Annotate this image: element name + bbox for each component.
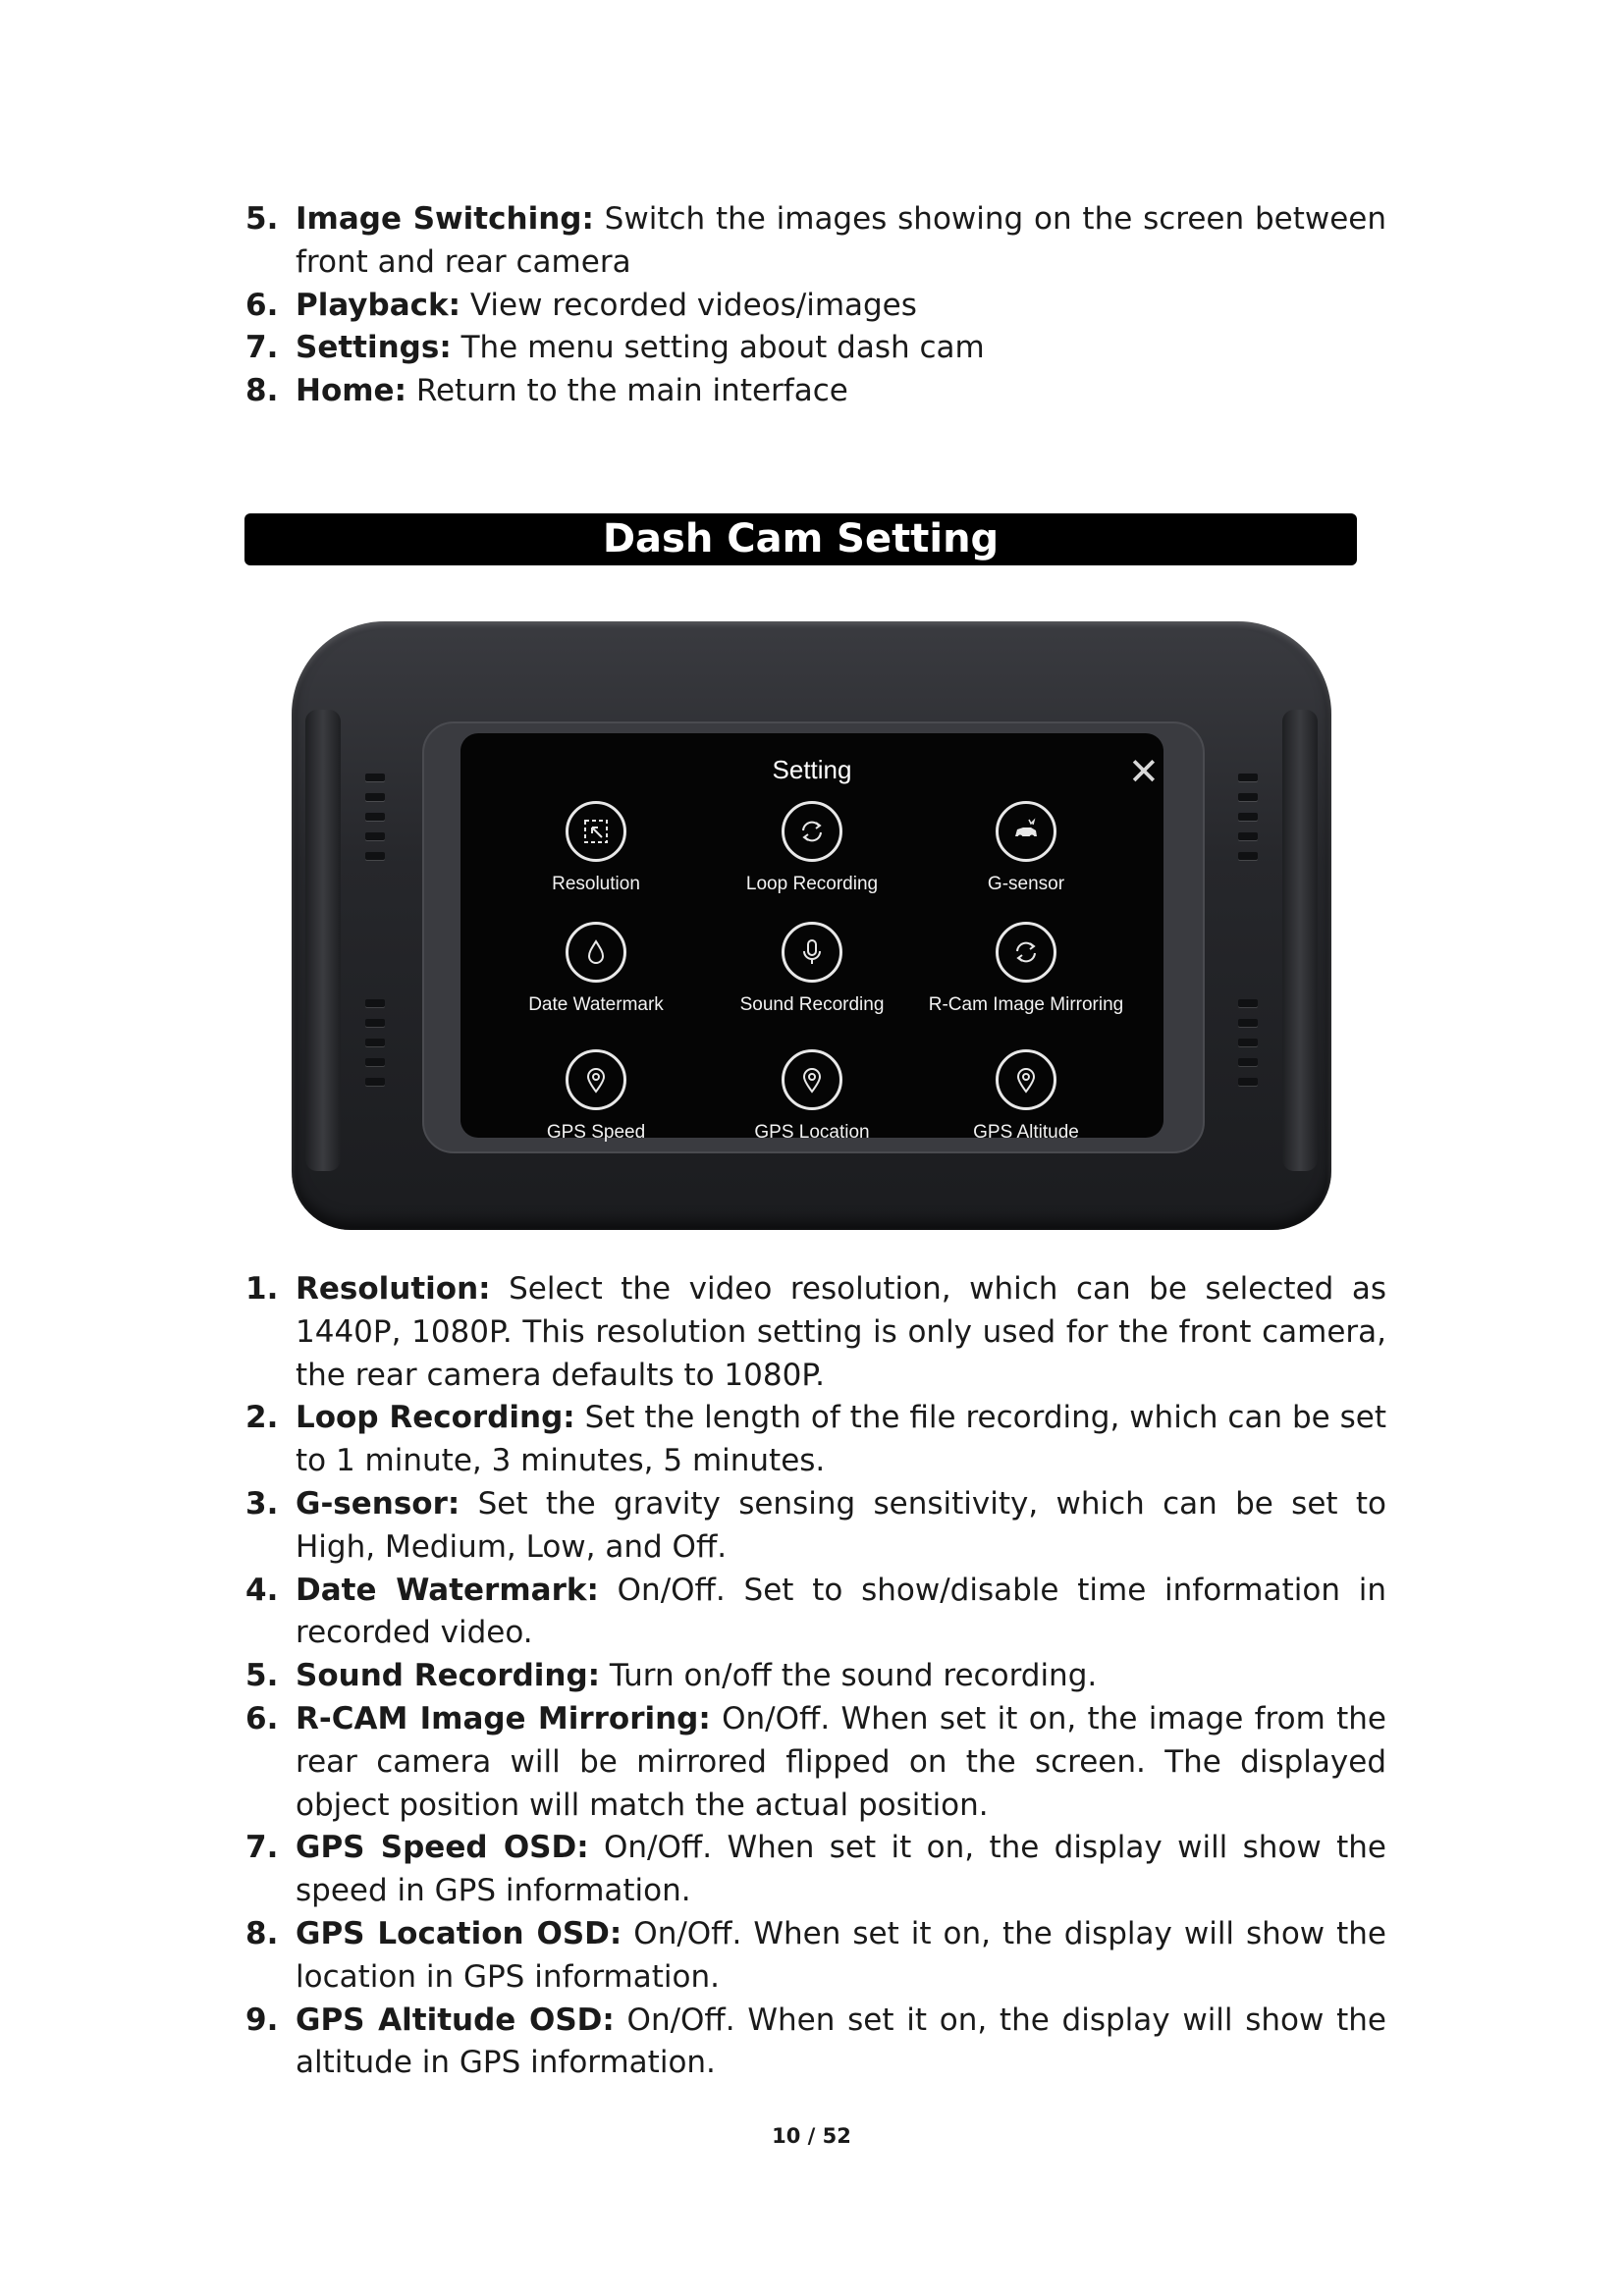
item-term: Home: — [296, 373, 406, 409]
item-text: On/Off. Set to show/disable time information in recorded video. — [296, 1572, 1387, 1651]
item-text: On/Off. When set it on, the image from the rear camera will be mirrored flipped on the screen. The displayed object position will match the actual position. — [296, 1700, 1386, 1823]
device-right-bumper — [1282, 710, 1318, 1171]
item-text: On/Off. When set it on, the display will show the altitude in GPS information. — [296, 2002, 1386, 2081]
list-item — [245, 1698, 1386, 1827]
device-grille — [362, 999, 388, 1147]
car-crash-icon — [996, 801, 1056, 862]
device-grille — [1235, 999, 1261, 1147]
item-text: On/Off. When set it on, the display will show the location in GPS information. — [296, 1915, 1386, 1995]
tile-label: Sound Recording — [739, 994, 885, 1015]
item-number: 9. — [245, 2002, 279, 2038]
item-number: 6. — [245, 287, 279, 323]
item-number: 2. — [245, 1400, 279, 1436]
item-text: View recorded videos/images — [460, 287, 917, 323]
location-pin-icon — [996, 1049, 1056, 1110]
item-term: Settings: — [296, 330, 452, 366]
item-number: 1. — [245, 1271, 279, 1307]
item-term: Resolution: — [296, 1271, 491, 1307]
screen-title: Setting — [772, 755, 852, 784]
tile-label: Loop Recording — [745, 874, 879, 894]
item-text: Return to the main interface — [406, 373, 848, 409]
device-grille — [362, 774, 388, 921]
item-number: 4. — [245, 1572, 279, 1608]
microphone-icon — [782, 922, 842, 983]
tile-label: Resolution — [552, 874, 640, 894]
loop-icon — [782, 801, 842, 862]
item-term: Sound Recording: — [296, 1658, 601, 1694]
item-term: R-CAM Image Mirroring: — [296, 1700, 711, 1736]
loop-icon — [996, 922, 1056, 983]
item-text: On/Off. When set it on, the display will show the speed in GPS information. — [296, 1830, 1386, 1909]
section-banner: Dash Cam Setting — [244, 513, 1357, 565]
setting-tile-gps-altitude[interactable] — [918, 1049, 1134, 1144]
tile-label: GPS Speed — [546, 1122, 646, 1143]
list-item — [245, 1827, 1386, 1913]
item-number: 8. — [245, 1915, 279, 1951]
item-text: Select the video resolution, which can be selected as 1440P, 1080P. This resolution setting is only used for the front camera, the rear camera defaults to 1080P. — [296, 1271, 1386, 1393]
setting-tile-gps-speed[interactable] — [488, 1049, 704, 1144]
tile-label: G-sensor — [987, 874, 1065, 894]
item-text: Switch the images showing on the screen between front and rear camera — [296, 201, 1386, 280]
close-icon[interactable]: ✕ — [1128, 750, 1160, 793]
setting-tile-gps-location[interactable] — [704, 1049, 920, 1144]
item-term: Loop Recording: — [296, 1400, 575, 1436]
drop-icon — [566, 922, 626, 983]
device-left-bumper — [305, 710, 341, 1171]
item-term: G-sensor: — [296, 1485, 460, 1522]
setting-tile-loop-recording[interactable] — [704, 801, 920, 895]
intro-list — [245, 198, 1386, 413]
setting-tile-date-watermark[interactable] — [488, 922, 704, 1016]
setting-tile-resolution[interactable] — [488, 801, 704, 895]
setting-tile-sound-recording[interactable] — [704, 922, 920, 1016]
list-item — [245, 327, 1386, 370]
item-term: Image Switching: — [296, 201, 594, 237]
setting-tile-r-cam-mirroring[interactable] — [918, 922, 1134, 1016]
list-item — [245, 285, 1386, 328]
list-item — [245, 2000, 1386, 2086]
item-term: Playback: — [296, 287, 461, 323]
location-pin-icon — [782, 1049, 842, 1110]
list-item — [245, 1268, 1386, 1397]
list-item — [245, 198, 1386, 285]
list-item — [245, 1397, 1386, 1483]
item-text: Set the length of the file recording, which can be set to 1 minute, 3 minutes, 5 minutes. — [296, 1400, 1386, 1479]
resolution-icon — [566, 801, 626, 862]
item-number: 3. — [245, 1485, 279, 1522]
dash-cam-illustration — [292, 621, 1331, 1230]
device-screen — [460, 733, 1163, 1143]
tile-label: Date Watermark — [528, 994, 664, 1015]
tile-label: R-Cam Image Mirroring — [928, 994, 1124, 1015]
setting-tile-g-sensor[interactable] — [918, 801, 1134, 895]
item-number: 7. — [245, 1830, 279, 1866]
item-number: 5. — [245, 201, 279, 237]
list-item — [245, 1913, 1386, 2000]
tile-label: GPS Location — [754, 1122, 870, 1143]
item-number: 5. — [245, 1658, 279, 1694]
list-item — [245, 1570, 1386, 1656]
item-text: Set the gravity sensing sensitivity, which can be set to High, Medium, Low, and Off. — [296, 1485, 1386, 1565]
item-term: Date Watermark: — [296, 1572, 599, 1608]
list-item — [245, 1655, 1386, 1698]
list-item — [245, 370, 1386, 413]
item-number: 6. — [245, 1700, 279, 1736]
settings-list — [245, 1268, 1386, 2085]
item-number: 8. — [245, 373, 279, 409]
item-number: 7. — [245, 330, 279, 366]
item-text: The menu setting about dash cam — [451, 330, 985, 366]
item-term: GPS Speed OSD: — [296, 1830, 589, 1866]
page-number: 10 / 52 — [772, 2124, 851, 2148]
list-item — [245, 1483, 1386, 1570]
item-term: GPS Location OSD: — [296, 1915, 622, 1951]
tile-label: GPS Altitude — [973, 1122, 1079, 1143]
item-text: Turn on/off the sound recording. — [600, 1658, 1098, 1694]
location-pin-icon — [566, 1049, 626, 1110]
device-grille — [1235, 774, 1261, 921]
item-term: GPS Altitude OSD: — [296, 2002, 615, 2038]
